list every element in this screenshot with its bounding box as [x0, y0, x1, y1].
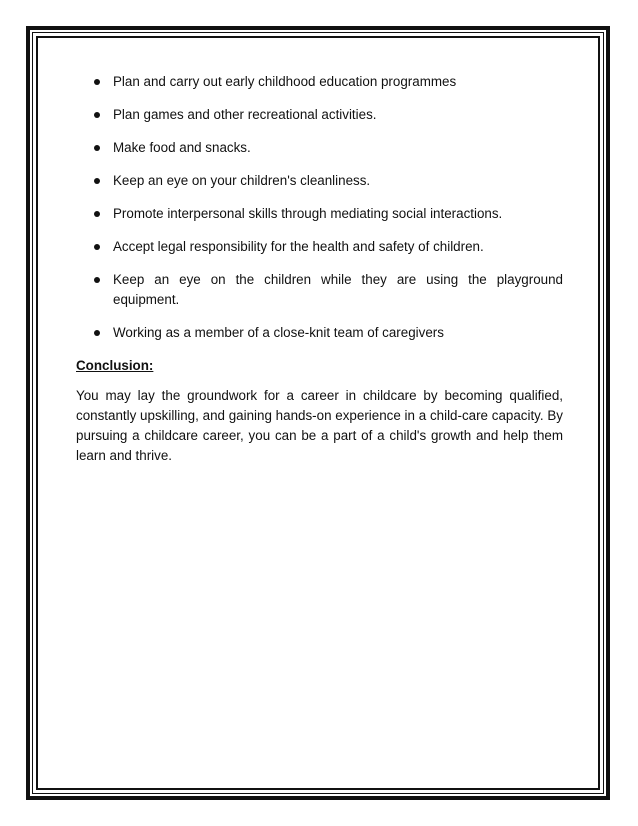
- bullet-icon: [94, 112, 100, 118]
- list-item: [76, 270, 563, 310]
- bullet-icon: [94, 145, 100, 151]
- bullet-icon: [94, 277, 100, 283]
- list-item-text: Make food and snacks.: [113, 140, 251, 155]
- conclusion-heading: Conclusion:: [76, 358, 154, 373]
- bullet-icon: [94, 330, 100, 336]
- list-item-text: Keep an eye on the children while they are using the playground equipment.: [113, 272, 563, 307]
- bullet-icon: [94, 244, 100, 250]
- list-item: [76, 105, 563, 125]
- list-item-text: Accept legal responsibility for the health and safety of children.: [113, 239, 484, 254]
- list-item-text: Working as a member of a close-knit team of caregivers: [113, 325, 444, 340]
- list-item-text: Promote interpersonal skills through mediating social interactions.: [113, 206, 503, 221]
- list-item-text: Keep an eye on your children's cleanliness.: [113, 173, 371, 188]
- list-item: [76, 171, 563, 191]
- conclusion-paragraph: You may lay the groundwork for a career in childcare by becoming qualified, constantly upskilling, and gaining hands-on experience in a child-care capacity. By pursuing a childcare career, you can be a part of a child's growth and help them learn and thrive.: [76, 388, 563, 463]
- bullet-icon: [94, 178, 100, 184]
- list-item: [76, 72, 563, 92]
- list-item: [76, 323, 563, 343]
- list-item: [76, 237, 563, 257]
- page-content: [76, 72, 563, 466]
- list-item-text: Plan games and other recreational activities.: [113, 107, 377, 122]
- bullet-icon: [94, 79, 100, 85]
- bullet-icon: [94, 211, 100, 217]
- responsibilities-list: [76, 72, 563, 343]
- list-item: [76, 204, 563, 224]
- list-item-text: Plan and carry out early childhood education programmes: [113, 74, 457, 89]
- list-item: [76, 138, 563, 158]
